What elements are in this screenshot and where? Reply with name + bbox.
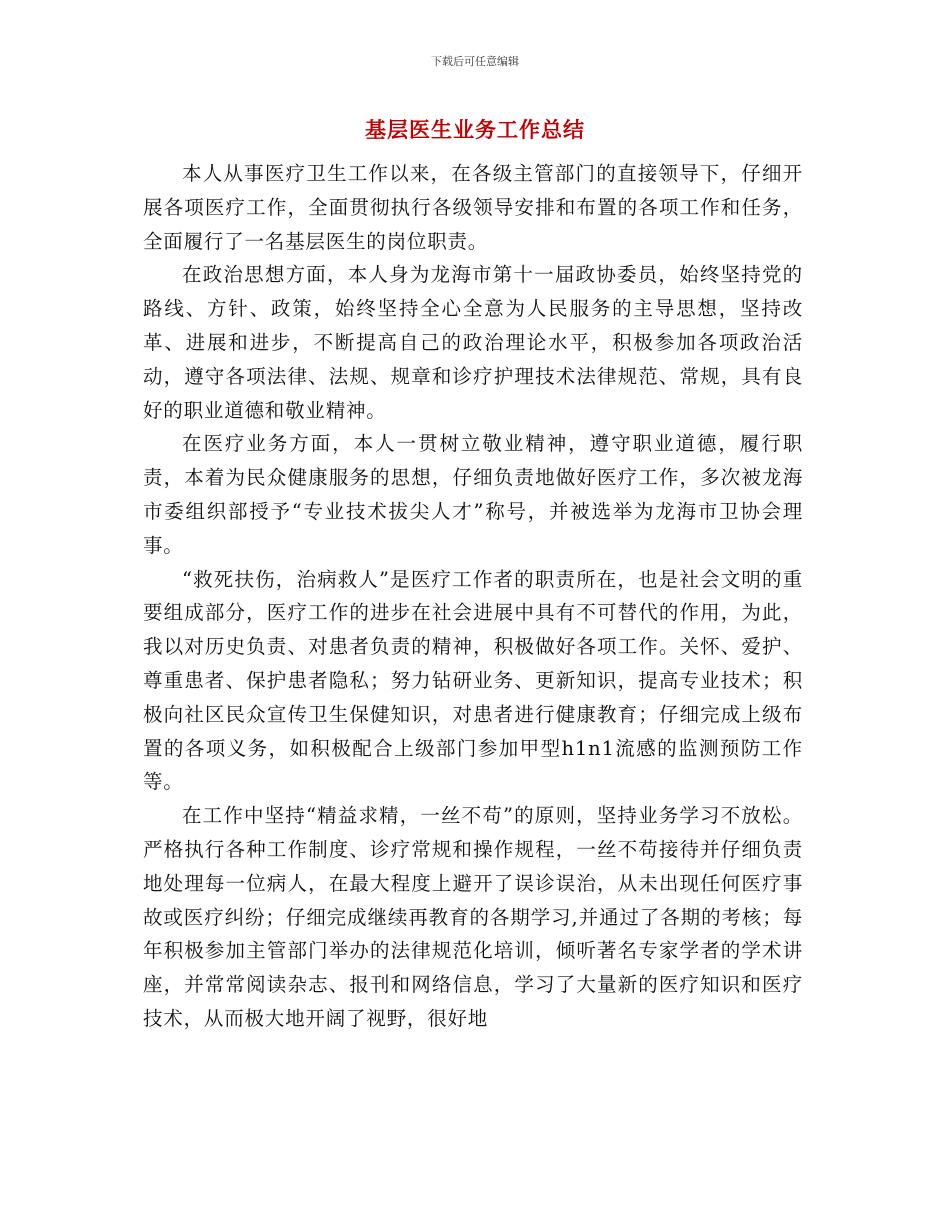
paragraph-intro: 本人从事医疗卫生工作以来，在各级主管部门的直接领导下，仔细开展各项医疗工作，全面贯彻执行各级领导安排和布置的各项工作和任务，全面履行了一名基层医生的岗位职责。 bbox=[143, 162, 803, 253]
paragraph-duties: “救死扶伤，治病救人”是医疗工作者的职责所在，也是社会文明的重要组成部分，医疗工作的进步在社会进展中具有不可替代的作用，为此，我以对历史负责、对患者负责的精神，积极做好各项工作。关怀、爱护、尊重患者、保护患者隐私；努力钻研业务、更新知识，提高专业技术；积极向社区民众宣传卫生保健知识，对患者进行健康教育；仔细完成上级布置的各项义务，如积极配合上级部门参加甲型h1n1流感的监测预防工作等。 bbox=[143, 567, 803, 794]
paragraph-study: 在工作中坚持“精益求精，一丝不苟”的原则，坚持业务学习不放松。严格执行各种工作制度、诊疗常规和操作规程，一丝不苟接待并仔细负责地处理每一位病人，在最大程度上避开了误诊误治，从未出现任何医疗事故或医疗纠纷；仔细完成继续再教育的各期学习,并通过了各期的考核；每年积极参加主管部门举办的法律规范化培训，倾听著名专家学者的学术讲座，并常常阅读杂志、报刊和网络信息，学习了大量新的医疗知识和医疗技术，从而极大地开阔了视野，很好地 bbox=[143, 804, 803, 1030]
paragraph-political: 在政治思想方面，本人身为龙海市第十一届政协委员，始终坚持党的路线、方针、政策，始终坚持全心全意为人民服务的主导思想，坚持改革、进展和进步，不断提高自己的政治理论水平，积极参加各项政治活动，遵守各项法律、法规、规章和诊疗护理技术法律规范、常规，具有良好的职业道德和敬业精神。 bbox=[143, 263, 803, 422]
document-title: 基层医生业务工作总结 bbox=[365, 118, 585, 142]
paragraph-medical-business: 在医疗业务方面，本人一贯树立敬业精神，遵守职业道德，履行职责，本着为民众健康服务的思想，仔细负责地做好医疗工作，多次被龙海市委组织部授予“专业技术拔尖人才”称号，并被选举为龙海市卫协会理事。 bbox=[143, 432, 803, 557]
header-note: 下载后可任意编辑 bbox=[431, 55, 519, 68]
document-body bbox=[143, 157, 803, 1036]
